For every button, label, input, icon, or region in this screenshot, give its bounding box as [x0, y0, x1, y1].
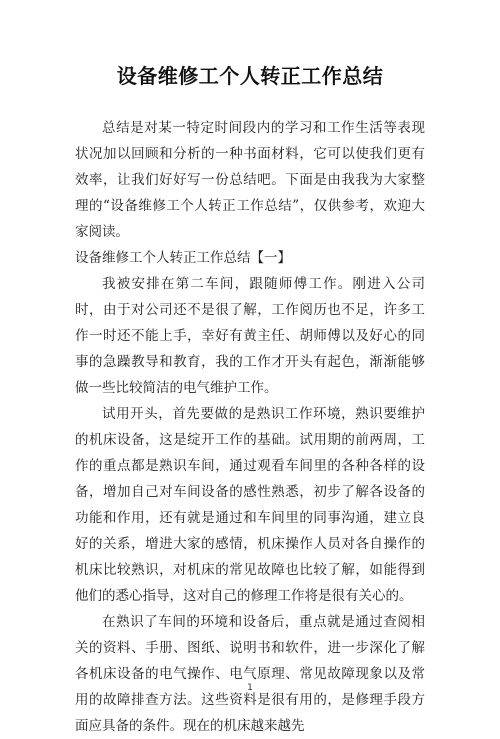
document-title: 设备维修工个人转正工作总结 — [116, 64, 384, 88]
intro-paragraph: 总结是对某一特定时间段内的学习和工作生活等表现状况加以回顾和分析的一种书面材料，它可以使我们更有效率，让我们好好写一份总结吧。下面是由我我为大家整理的“设备维修工个人转正工作总结”，仅供参考，欢迎大家阅读。 — [75, 120, 425, 240]
document-body — [75, 115, 425, 739]
body-paragraph: 试用开头，首先要做的是熟识工作环境，熟识要维护的机床设备，这是绽开工作的基础。试用期的前两周，工作的重点都是熟识车间，通过观看车间里的各种各样的设备，增加自己对车间设备的感性熟悉，初步了解各设备的功能和作用，还有就是通过和车间里的同事沟通，建立良好的关系，增进大家的感情，机床操作人员对各自操作的机床比较熟识，对机床的常见故障也比较了解，如能得到他们的悉心指导，这对自己的修理工作将是很有关心的。 — [75, 406, 425, 604]
body-paragraph: 我被安排在第二车间，跟随师傅工作。刚进入公司时，由于对公司还不是很了解，工作阅历也不足，许多工作一时还不能上手，幸好有黄主任、胡师傅以及好心的同事的急躁教导和教育，我的工作才开头有起色，渐渐能够做一些比较简洁的电气维护工作。 — [75, 276, 425, 396]
page-number: 1 — [247, 683, 253, 693]
section-heading: 设备维修工个人转正工作总结【一】 — [75, 250, 291, 266]
body-paragraph: 在熟识了车间的环境和设备后，重点就是通过查阅相关的资料、手册、图纸、说明书和软件，进一步深化了解各机床设备的电气操作、电气原理、常见故障现象以及常用的故障排查方法。这些资料是很有用的，是修理手段方面应具备的条件。现在的机床越来越先 — [75, 614, 425, 734]
